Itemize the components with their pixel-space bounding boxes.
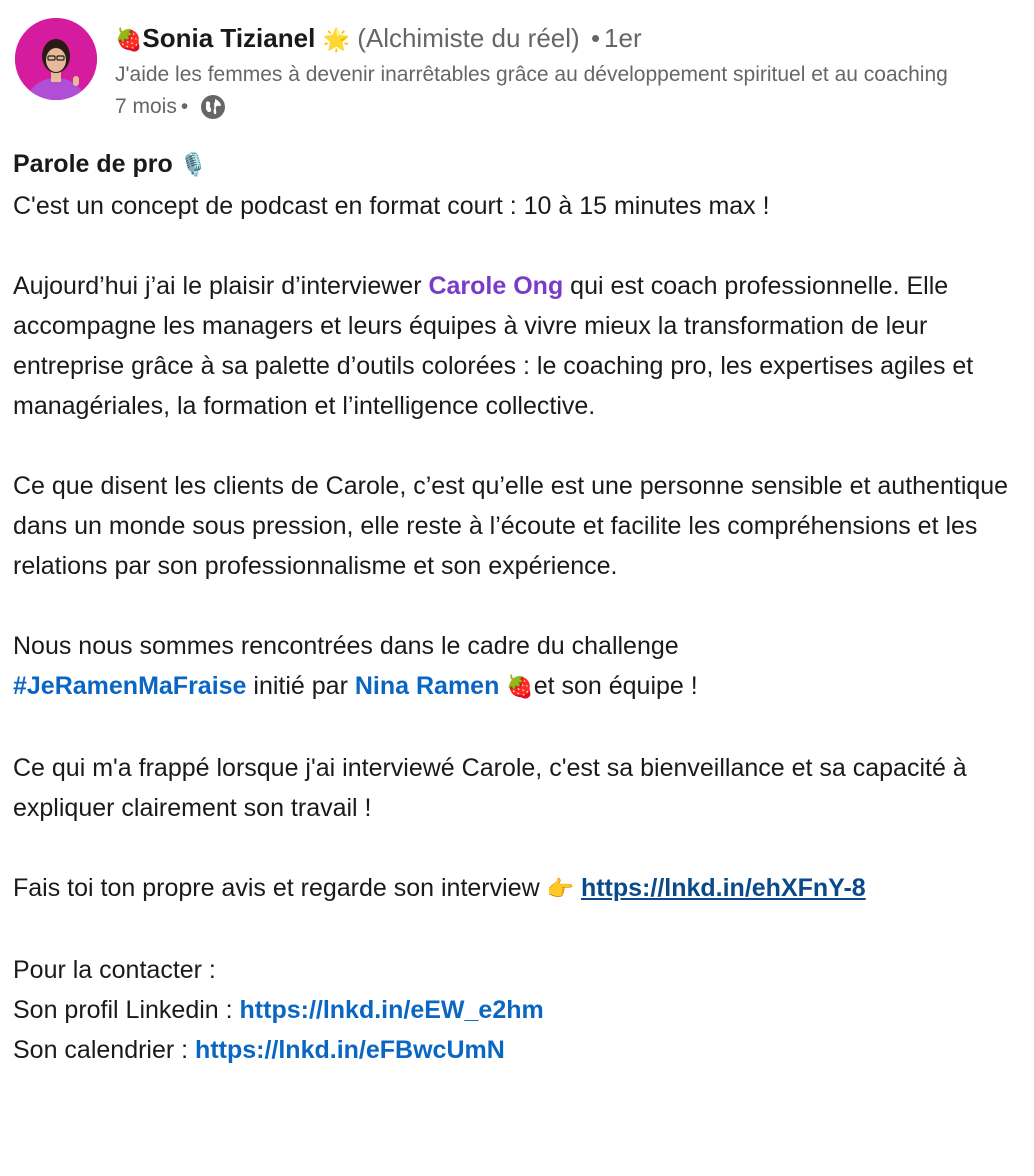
post-title: Parole de pro bbox=[13, 150, 173, 178]
interview-link[interactable]: https://lnkd.in/ehXFnY-8 bbox=[580, 874, 866, 902]
time-separator: • bbox=[180, 95, 189, 118]
post-timestamp-line bbox=[115, 90, 1014, 124]
mention-nina-ramen[interactable]: Nina Ramen bbox=[354, 672, 500, 700]
connection-degree: 1er bbox=[604, 23, 642, 53]
p6-text: Fais toi ton propre avis et regarde son interview bbox=[13, 874, 547, 902]
author-meta bbox=[115, 16, 1014, 124]
p4-middle: initié par bbox=[246, 672, 355, 700]
author-avatar[interactable] bbox=[15, 18, 97, 100]
profile-label: Son profil Linkedin : bbox=[13, 996, 240, 1024]
mention-carole-ong[interactable]: Carole Ong bbox=[428, 272, 564, 300]
profile-link[interactable]: https://lnkd.in/eEW_e2hm bbox=[239, 996, 544, 1024]
hashtag-jeramenmafraise[interactable]: #JeRamenMaFraise bbox=[13, 672, 247, 700]
strawberry-icon: 🍓 bbox=[506, 675, 534, 700]
p4-line1: Nous nous sommes rencontrées dans le cadre du challenge bbox=[13, 632, 679, 660]
post-line-concept: C'est un concept de podcast en format court : 10 à 15 minutes max ! bbox=[13, 192, 770, 220]
post-paragraph-impression: Ce qui m'a frappé lorsque j'ai interviewé Carole, c'est sa bienveillance et sa capacité à expliquer clairement son travail ! bbox=[13, 754, 967, 822]
separator-dot: • bbox=[590, 23, 601, 53]
calendar-link[interactable]: https://lnkd.in/eFBwcUmN bbox=[195, 1036, 505, 1064]
microphone-icon: 🎙️ bbox=[179, 153, 208, 178]
strawberry-icon: 🍓 bbox=[115, 28, 143, 53]
post-paragraph-clients: Ce que disent les clients de Carole, c’est qu’elle est une personne sensible et authentique dans un monde sous pression, elle reste à l’écoute et facilite les compréhensions et les relations par son professionnalisme et son expérience. bbox=[13, 472, 1009, 580]
post-paragraph-challenge bbox=[13, 626, 1023, 708]
post-body bbox=[13, 144, 1023, 1070]
p7-line1: Pour la contacter : bbox=[13, 956, 216, 984]
post-paragraph-contact bbox=[13, 950, 1023, 1070]
p2-text-after: qui est coach professionnelle. Elle accompagne les managers et leurs équipes à vivre mieux la transformation de leur entreprise grâce à sa palette d’outils colorées : le coaching pro, les expertises agiles et managériales, la formation et l’intelligence collective. bbox=[13, 272, 974, 420]
star-icon: 🌟 bbox=[322, 28, 350, 53]
post-paragraph-interview-link bbox=[13, 868, 1023, 910]
post-intro bbox=[13, 144, 1023, 226]
post-time[interactable]: 7 mois bbox=[115, 95, 177, 118]
author-headline: J'aide les femmes à devenir inarrêtables grâce au développement spirituel et au coaching bbox=[115, 63, 948, 86]
avatar-portrait-icon bbox=[15, 18, 97, 100]
globe-icon bbox=[200, 94, 226, 120]
author-name-line bbox=[115, 16, 1014, 60]
author-name[interactable]: Sonia Tizianel bbox=[142, 23, 316, 53]
post-paragraph-interview bbox=[13, 266, 1023, 426]
p2-text-before: Aujourd’hui j’ai le plaisir d’interviewer bbox=[13, 272, 429, 300]
pointing-hand-icon: 👉 bbox=[546, 877, 574, 902]
post-header bbox=[15, 16, 1014, 118]
p4-end: et son équipe ! bbox=[533, 672, 698, 700]
calendar-label: Son calendrier : bbox=[13, 1036, 196, 1064]
author-title: (Alchimiste du réel) bbox=[357, 23, 580, 53]
